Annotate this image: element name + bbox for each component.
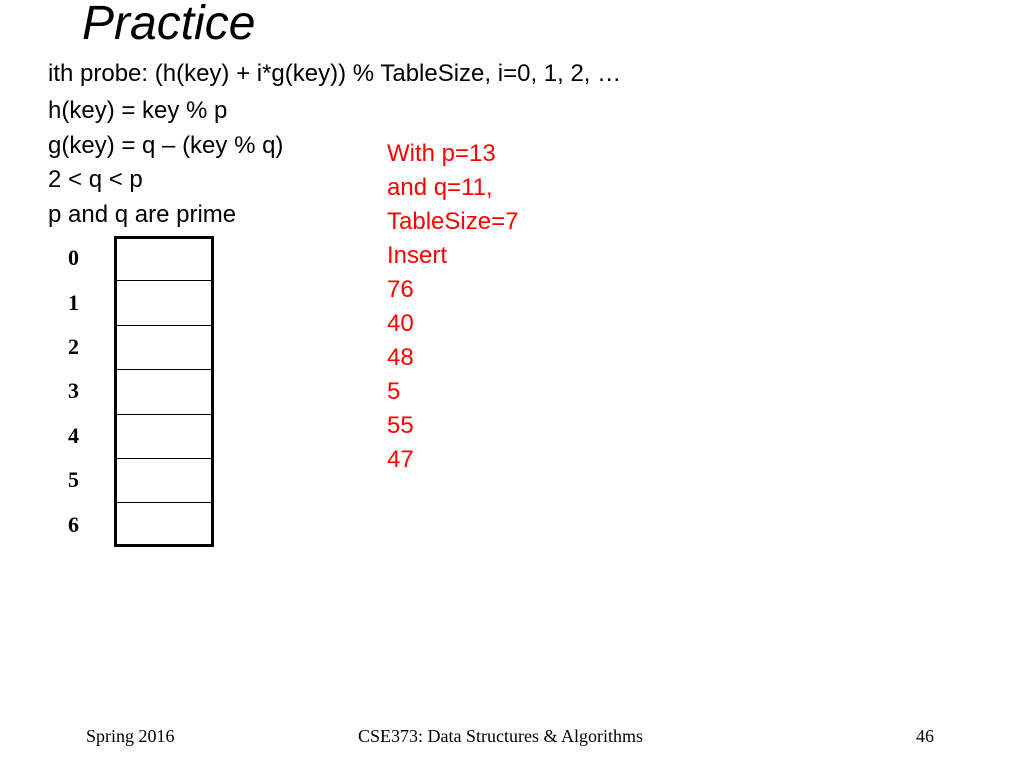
slot-cell xyxy=(114,325,214,369)
example-line: and q=11, xyxy=(387,174,493,201)
slot-index: 5 xyxy=(68,467,79,493)
slot-index: 3 xyxy=(68,378,79,404)
slot-cell xyxy=(114,414,214,458)
hash-table xyxy=(62,236,214,547)
slot-cell xyxy=(114,236,214,280)
table-row xyxy=(62,236,214,280)
slot-cell xyxy=(114,369,214,413)
slot-index: 6 xyxy=(68,511,79,537)
insert-key: 76 xyxy=(387,276,414,303)
insert-key: 47 xyxy=(387,446,414,473)
table-row xyxy=(62,369,214,413)
slot-index: 4 xyxy=(68,422,79,448)
probe-formula: ith probe: (h(key) + i*g(key)) % TableSize, i=0, 1, 2, … xyxy=(48,60,622,87)
footer-course: CSE373: Data Structures & Algorithms xyxy=(358,726,643,746)
slot-cell xyxy=(114,280,214,324)
example-list xyxy=(387,137,518,477)
table-row xyxy=(62,502,214,546)
example-line: With p=13 xyxy=(387,140,496,167)
footer-term: Spring 2016 xyxy=(86,726,175,746)
definition-g: g(key) = q – (key % q) xyxy=(48,131,284,159)
slot-cell xyxy=(114,502,214,546)
table-row xyxy=(62,325,214,369)
insert-key: 55 xyxy=(387,412,414,439)
definition-q-range: 2 < q < p xyxy=(48,166,143,193)
slot-index: 0 xyxy=(68,245,79,271)
insert-key: 48 xyxy=(387,344,414,371)
definitions-list xyxy=(48,94,283,232)
slide-title: Practice xyxy=(82,0,256,50)
slot-index: 1 xyxy=(68,289,79,315)
slide-number: 46 xyxy=(916,726,934,746)
example-line: Insert xyxy=(387,242,448,269)
slot-index: 2 xyxy=(68,333,79,359)
insert-key: 40 xyxy=(387,310,414,337)
definition-h: h(key) = key % p xyxy=(48,97,228,124)
definition-prime: p and q are prime xyxy=(48,200,237,228)
table-row xyxy=(62,280,214,324)
example-line: TableSize=7 xyxy=(387,208,519,235)
insert-key: 5 xyxy=(387,378,401,405)
table-row xyxy=(62,458,214,502)
slot-cell xyxy=(114,458,214,502)
table-row xyxy=(62,414,214,458)
